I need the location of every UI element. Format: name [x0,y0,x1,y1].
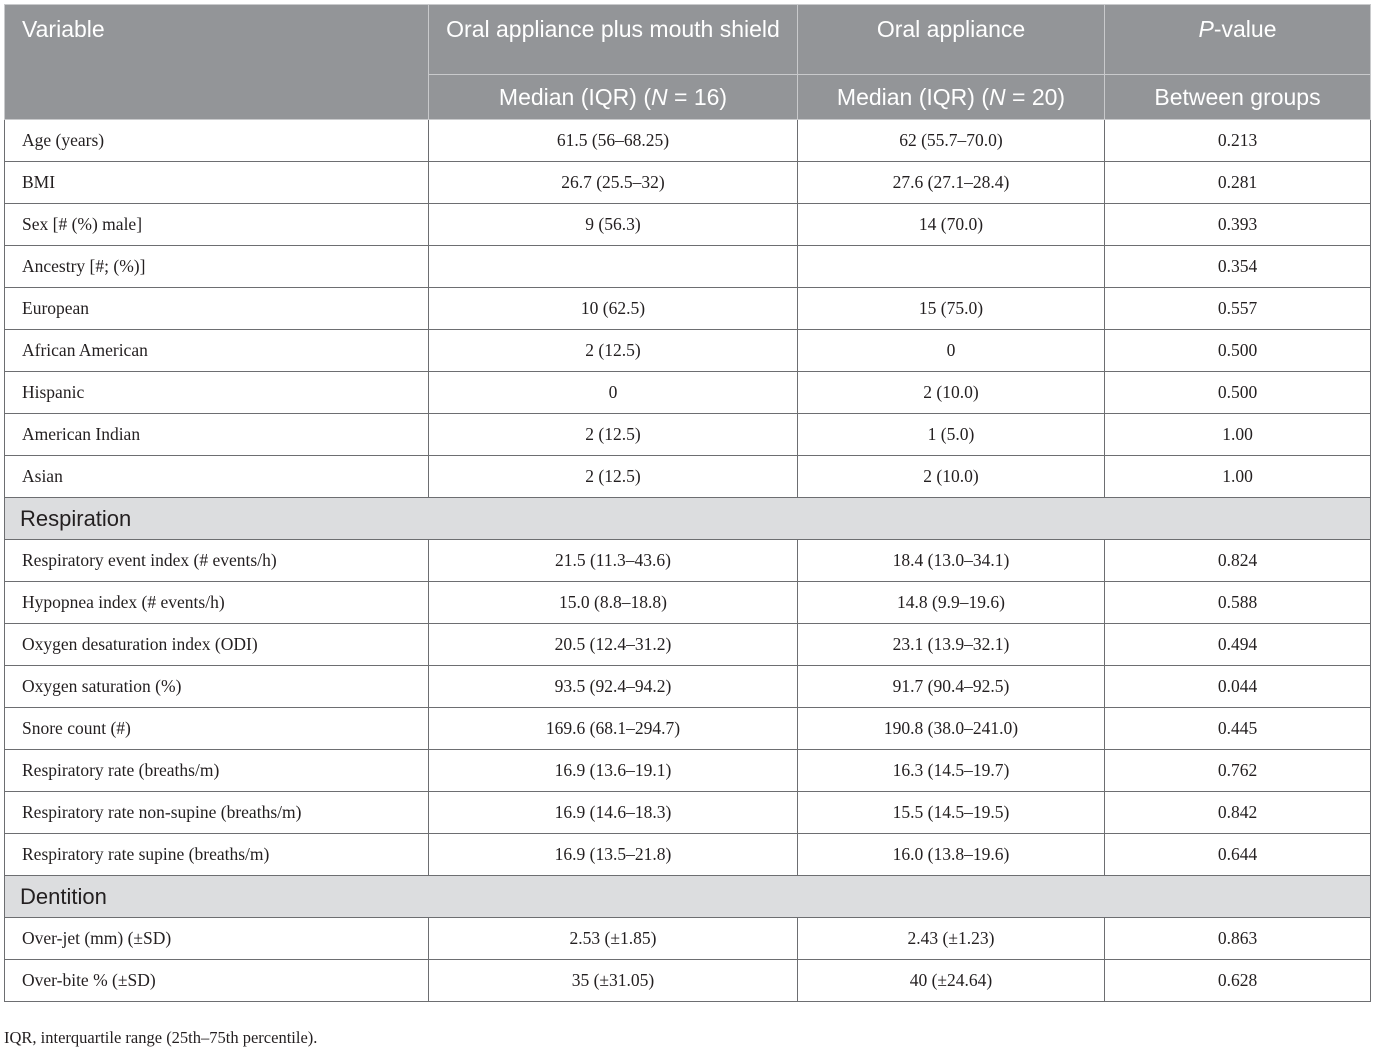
cell-oral-appliance-plus-mouth-shield: 15.0 (8.8–18.8) [429,582,798,624]
cell-oral-appliance-plus-mouth-shield: 169.6 (68.1–294.7) [429,708,798,750]
row-label: Asian [5,456,429,498]
header-variable: Variable [5,5,429,120]
cell-oral-appliance: 1 (5.0) [798,414,1105,456]
row-label: Hypopnea index (# events/h) [5,582,429,624]
subheader-median-n20: Median (IQR) (N = 20) [798,75,1105,120]
cell-p-value: 0.628 [1105,960,1371,1002]
cell-p-value: 0.762 [1105,750,1371,792]
table-row [5,834,1371,876]
cell-oral-appliance-plus-mouth-shield: 16.9 (13.6–19.1) [429,750,798,792]
cell-oral-appliance-plus-mouth-shield: 2 (12.5) [429,414,798,456]
cell-p-value: 1.00 [1105,414,1371,456]
table-row [5,414,1371,456]
cell-p-value: 0.824 [1105,540,1371,582]
row-label: Over-jet (mm) (±SD) [5,918,429,960]
footnote: IQR, interquartile range (25th–75th percentile). [4,1028,318,1047]
cell-oral-appliance: 2 (10.0) [798,372,1105,414]
cell-oral-appliance: 2.43 (±1.23) [798,918,1105,960]
table-row [5,666,1371,708]
cell-oral-appliance: 16.0 (13.8–19.6) [798,834,1105,876]
table-row [5,372,1371,414]
table-row [5,540,1371,582]
cell-oral-appliance-plus-mouth-shield: 93.5 (92.4–94.2) [429,666,798,708]
row-label: American Indian [5,414,429,456]
row-label: BMI [5,162,429,204]
cell-oral-appliance-plus-mouth-shield: 20.5 (12.4–31.2) [429,624,798,666]
cell-oral-appliance: 27.6 (27.1–28.4) [798,162,1105,204]
cell-oral-appliance: 15.5 (14.5–19.5) [798,792,1105,834]
section-row [5,498,1371,540]
data-table-container [4,4,1370,1002]
cell-p-value: 0.354 [1105,246,1371,288]
table-row [5,330,1371,372]
cell-oral-appliance: 190.8 (38.0–241.0) [798,708,1105,750]
cell-p-value: 0.281 [1105,162,1371,204]
row-label: Respiratory rate (breaths/m) [5,750,429,792]
cell-p-value: 0.557 [1105,288,1371,330]
table-row [5,582,1371,624]
cell-oral-appliance-plus-mouth-shield: 26.7 (25.5–32) [429,162,798,204]
cell-p-value: 0.500 [1105,372,1371,414]
cell-p-value: 0.445 [1105,708,1371,750]
table-row [5,456,1371,498]
cell-p-value: 0.863 [1105,918,1371,960]
cell-oral-appliance: 14.8 (9.9–19.6) [798,582,1105,624]
cell-oral-appliance-plus-mouth-shield: 61.5 (56–68.25) [429,120,798,162]
cell-oral-appliance: 15 (75.0) [798,288,1105,330]
cell-oral-appliance-plus-mouth-shield: 10 (62.5) [429,288,798,330]
table-row [5,624,1371,666]
table-row [5,120,1371,162]
table-row [5,750,1371,792]
subheader-median-n16: Median (IQR) (N = 16) [429,75,798,120]
cell-p-value: 0.044 [1105,666,1371,708]
cell-oral-appliance-plus-mouth-shield: 35 (±31.05) [429,960,798,1002]
section-dentition: Dentition [5,876,1371,918]
row-label: Age (years) [5,120,429,162]
cell-p-value: 0.213 [1105,120,1371,162]
row-label: Respiratory rate supine (breaths/m) [5,834,429,876]
table-row [5,288,1371,330]
cell-p-value: 1.00 [1105,456,1371,498]
table-row [5,960,1371,1002]
cell-oral-appliance-plus-mouth-shield: 21.5 (11.3–43.6) [429,540,798,582]
row-label: Hispanic [5,372,429,414]
row-label: African American [5,330,429,372]
cell-oral-appliance: 91.7 (90.4–92.5) [798,666,1105,708]
cell-p-value: 0.588 [1105,582,1371,624]
cell-p-value: 0.500 [1105,330,1371,372]
cell-oral-appliance-plus-mouth-shield: 2.53 (±1.85) [429,918,798,960]
header-oral-appliance: Oral appliance [798,5,1105,75]
subheader-between-groups: Between groups [1105,75,1371,120]
row-label: European [5,288,429,330]
table-row [5,162,1371,204]
cell-oral-appliance-plus-mouth-shield [429,246,798,288]
row-label: Over-bite % (±SD) [5,960,429,1002]
header-p-value: P-value [1105,5,1371,75]
row-label: Respiratory event index (# events/h) [5,540,429,582]
section-respiration: Respiration [5,498,1371,540]
table-row [5,792,1371,834]
row-label: Snore count (#) [5,708,429,750]
cell-p-value: 0.842 [1105,792,1371,834]
row-label: Oxygen desaturation index (ODI) [5,624,429,666]
table-row [5,246,1371,288]
row-label: Respiratory rate non-supine (breaths/m) [5,792,429,834]
cell-oral-appliance-plus-mouth-shield: 0 [429,372,798,414]
cell-oral-appliance-plus-mouth-shield: 2 (12.5) [429,456,798,498]
cell-oral-appliance: 40 (±24.64) [798,960,1105,1002]
table-row [5,918,1371,960]
cell-oral-appliance-plus-mouth-shield: 16.9 (13.5–21.8) [429,834,798,876]
cell-oral-appliance [798,246,1105,288]
cell-p-value: 0.393 [1105,204,1371,246]
cell-oral-appliance: 2 (10.0) [798,456,1105,498]
data-table [4,4,1371,1002]
row-label: Oxygen saturation (%) [5,666,429,708]
row-label: Ancestry [#; (%)] [5,246,429,288]
table-row [5,204,1371,246]
cell-oral-appliance: 16.3 (14.5–19.7) [798,750,1105,792]
cell-oral-appliance: 0 [798,330,1105,372]
cell-oral-appliance: 23.1 (13.9–32.1) [798,624,1105,666]
cell-p-value: 0.494 [1105,624,1371,666]
section-row [5,876,1371,918]
header-oral-appliance-plus-mouth-shield: Oral appliance plus mouth shield [429,5,798,75]
table-row [5,708,1371,750]
cell-oral-appliance-plus-mouth-shield: 16.9 (14.6–18.3) [429,792,798,834]
cell-oral-appliance: 14 (70.0) [798,204,1105,246]
cell-oral-appliance: 18.4 (13.0–34.1) [798,540,1105,582]
cell-oral-appliance-plus-mouth-shield: 2 (12.5) [429,330,798,372]
cell-oral-appliance-plus-mouth-shield: 9 (56.3) [429,204,798,246]
row-label: Sex [# (%) male] [5,204,429,246]
cell-p-value: 0.644 [1105,834,1371,876]
cell-oral-appliance: 62 (55.7–70.0) [798,120,1105,162]
